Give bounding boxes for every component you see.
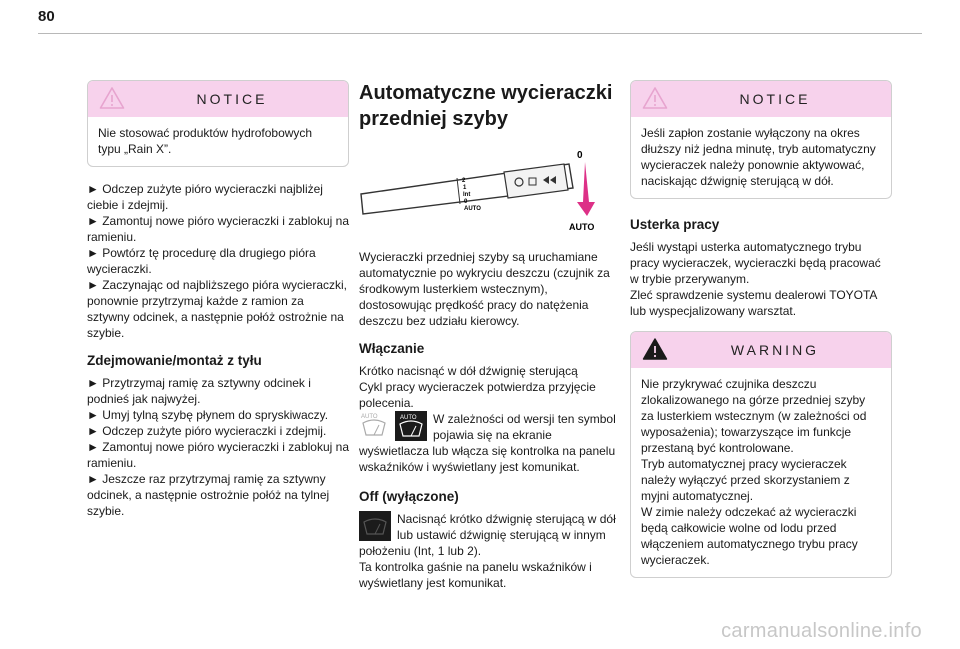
warning-label: WARNING — [730, 342, 820, 358]
warning-triangle-icon — [99, 86, 125, 110]
auto-wiper-off-icon — [359, 511, 391, 541]
bullet-item: ► Odczep zużyte pióro wycieraczki najbliżej ciebie i zdejmij. — [87, 182, 323, 212]
on-text-1: Krótko nacisnąć w dół dźwignię sterującą — [359, 364, 578, 378]
on-symbol-row — [359, 411, 621, 443]
notice-header — [631, 81, 891, 117]
stalk-label: 2 — [462, 178, 466, 184]
warning-triangle-icon — [642, 86, 668, 110]
notice-box — [87, 80, 349, 167]
stalk-label: 0 — [464, 199, 468, 205]
section-title — [359, 80, 621, 132]
warning-box — [630, 331, 892, 578]
auto-wiper-filled-icon — [395, 411, 427, 441]
fault-text-2: Zleć sprawdzenie systemu dealerowi TOYOTA lub wyspecjalizowany warsztat. — [630, 288, 877, 318]
stalk-label: 1 — [463, 185, 467, 191]
bullet-item: ► Odczep zużyte pióro wycieraczki i zdejmij. — [87, 424, 327, 438]
warning-text-1: Nie przykrywać czujnika deszczu zlokalizowanego na górze przedniej szyby za lusterkiem wstecznym (w zależności od wyposażenia); towarzyszące im funkcje przestaną być kontrolowane. — [641, 377, 867, 455]
warning-body — [631, 368, 891, 577]
off-text-rest-1: położeniu (Int, 1 lub 2). — [359, 544, 482, 558]
wiper-stalk-illustration — [359, 144, 609, 234]
notice-box — [630, 80, 892, 199]
on-text-2: Cykl pracy wycieraczek potwierdza przyjęcie polecenia. — [359, 380, 596, 410]
notice-label: NOTICE — [739, 91, 811, 107]
bullet-item: ► Zamontuj nowe pióro wycieraczki i zablokuj na ramieniu. — [87, 214, 349, 244]
stalk-label: Int — [463, 192, 471, 198]
column-left — [87, 80, 349, 519]
rear-bullet-list — [87, 375, 349, 519]
section-heading-rear: Zdejmowanie/montaż z tyłu — [87, 353, 262, 368]
warning-triangle-icon — [642, 337, 668, 361]
svg-text:AUTO: AUTO — [361, 414, 378, 420]
notice-text: Nie stosować produktów hydrofobowych typu „Rain X”. — [98, 126, 313, 156]
title-line-2: przedniej szyby — [359, 108, 508, 130]
fault-text-1: Jeśli wystąpi usterka automatycznego trybu pracy wycieraczek, wycieraczki będą pracować w trybie przerywanym. — [630, 240, 881, 286]
stalk-label: 0 — [577, 150, 583, 161]
header-rule — [38, 33, 922, 34]
auto-wiper-outline-icon — [359, 411, 389, 441]
warning-header — [631, 332, 891, 368]
bullet-item: ► Przytrzymaj ramię za sztywny odcinek i podnieś jak najwyżej. — [87, 376, 311, 406]
title-line-1: Automatyczne wycieraczki — [359, 82, 613, 104]
notice-header — [88, 81, 348, 117]
bullet-item: ► Zaczynając od najbliższego pióra wycieraczki, ponownie przytrzymaj każde z ramion za sztywny odcinek, a następnie połóż ostrożnie na szybie. — [87, 278, 347, 340]
bullet-item: ► Jeszcze raz przytrzymaj ramię za sztywny odcinek, a następnie ostrożnie połóż na tylnej szybie. — [87, 472, 330, 518]
column-right — [630, 80, 892, 592]
notice-text: Jeśli zapłon zostanie wyłączony na okres dłuższy niż jedna minutę, tryb automatyczny wycieraczek należy ponownie aktywować, naciskając dźwignię sterującą w dół. — [641, 126, 876, 188]
stalk-label: AUTO — [464, 206, 481, 212]
section-heading-on: Włączanie — [359, 341, 425, 356]
bullet-item: ► Powtórz tę procedurę dla drugiego pióra wycieraczki. — [87, 246, 316, 276]
off-symbol-row — [359, 511, 621, 543]
bullet-item: ► Zamontuj nowe pióro wycieraczki i zablokuj na ramieniu. — [87, 440, 349, 470]
on-text-3-rest: wyświetlacza lub włącza się kontrolka na panelu wskaźników i wyświetlany jest komunikat. — [359, 444, 616, 474]
section-heading-off: Off (wyłączone) — [359, 489, 459, 504]
on-text-3-side: W zależności od wersji ten symbol pojawia się na ekranie — [433, 412, 616, 442]
watermark: carmanualsonline.info — [721, 620, 922, 642]
warning-text-2: Tryb automatycznej pracy wycieraczek należy wyłączyć przed skorzystaniem z myjni automatycznej. — [641, 457, 850, 503]
stalk-label: AUTO — [569, 222, 595, 232]
page-number: 80 — [38, 8, 55, 25]
notice-label: NOTICE — [196, 91, 268, 107]
column-middle — [359, 76, 621, 591]
off-text-rest-2: Ta kontrolka gaśnie na panelu wskaźników i wyświetlany jest komunikat. — [359, 560, 592, 590]
section-heading-fault: Usterka pracy — [630, 217, 720, 232]
press-down-arrow-icon — [577, 162, 595, 216]
bullet-item: ► Umyj tylną szybę płynem do spryskiwaczy. — [87, 408, 329, 422]
svg-text:AUTO: AUTO — [400, 415, 417, 421]
intro-text: Wycieraczki przedniej szyby są uruchamiane automatycznie po wykryciu deszczu (czujnik za środkowym lusterkiem wstecznym), dostosowując prędkość pracy do natężenia deszczu bez udziału kierowcy. — [359, 250, 610, 328]
off-text-side: Nacisnąć krótko dźwignię sterującą w dół lub ustawić dźwignię sterującą w innym — [397, 512, 616, 542]
bullet-list — [87, 181, 349, 341]
warning-text-3: W zimie należy odczekać aż wycieraczki będą całkowicie wolne od lodu przed włączeniem automatycznego trybu pracy wycieraczek. — [641, 505, 858, 567]
